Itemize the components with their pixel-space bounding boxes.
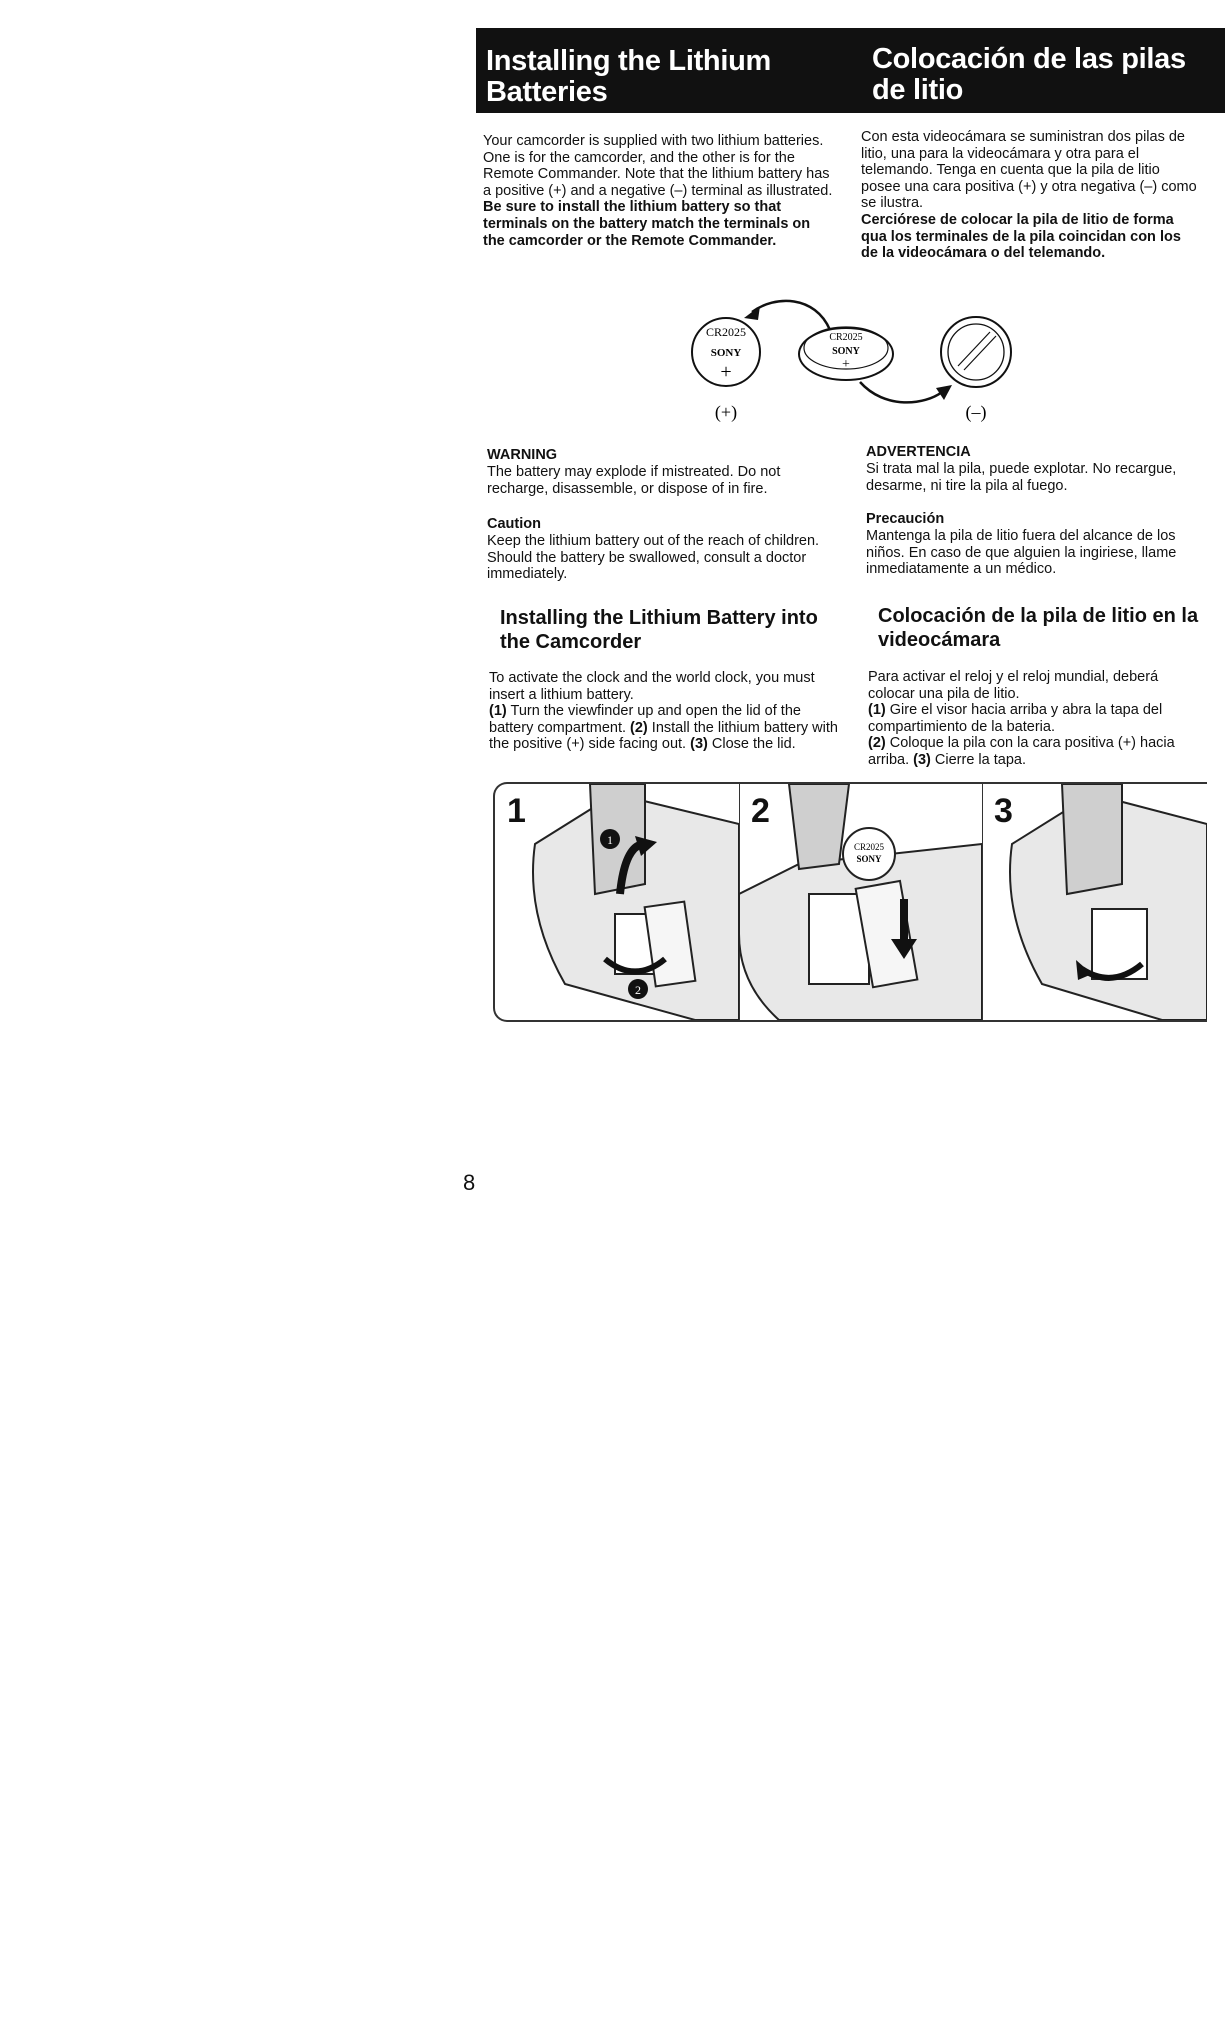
step2-battery-model: CR2025 [853,842,885,852]
caution-spanish [866,511,1206,578]
title-spanish [872,44,1186,106]
step-panel-1 [495,784,740,1020]
camcorder-illustration-3 [982,784,1207,1020]
caution-title: Caution [487,516,541,532]
battery-negative-face [941,317,1011,387]
paso-text-2: Coloque la pila con la cara positiva (+) hacia arriba. [868,735,1175,768]
step-panel-2 [739,784,983,1020]
intro-spanish-text: Con esta videocámara se suministran dos pilas de litio, una para la videocámara y otra para el telemando. Tenga en cuenta que la pila de litio posee una cara positiva (+) y otra negativa (–) como se ilustra. [861,129,1197,212]
step-text-2: Install the lithium battery with the positive (+) side facing out. [489,719,838,753]
step-text-1: Turn the viewfinder up and open the lid of the battery compartment. [489,703,801,736]
paso-ref-1: (1) [868,702,886,719]
battery-model-label: CR2025 [705,325,747,339]
warning-spanish [866,444,1206,494]
battery-flip-brand-label: SONY [832,346,860,357]
paso-text-1: Gire el visor hacia arriba y abra la tapa del compartimiento de la bateria. [868,702,1163,735]
battery-plus-sign: + [720,361,732,383]
battery-flip-model-label: CR2025 [829,332,863,343]
battery-brand-label: SONY [710,347,742,359]
step1-marker-1: 1 [607,833,613,847]
step-number-2: 2 [751,792,770,830]
title-english [486,46,771,108]
section2-body-spanish [868,669,1208,769]
section2-heading-english-line2: the Camcorder [500,631,642,653]
caution-english [487,516,837,583]
paso-ref-2: (2) [868,735,886,752]
section2-english-intro: To activate the clock and the world clock, you must insert a lithium battery. [489,670,815,703]
warning-english [487,447,827,497]
page-number: 8 [463,1170,476,1195]
paso-text-3: Cierre la tapa. [930,751,1026,768]
step-ref-3: (3) [690,736,708,753]
flip-arrow-top [752,301,830,330]
camcorder-illustration-2 [739,784,982,1020]
step-number-3: 3 [994,792,1013,830]
camcorder-illustration-1 [495,784,739,1020]
step-text-3: Close the lid. [707,736,796,753]
paso-ref-3: (3) [913,751,931,768]
battery-flip-plus-sign: + [842,357,850,372]
advertencia-title: ADVERTENCIA [866,444,971,460]
step-number-1: 1 [507,792,526,830]
intro-spanish [861,129,1201,262]
advertencia-text: Si trata mal la pila, puede explotar. No recargue, desarme, ni tire la pila al fuego. [866,461,1177,494]
step-ref-2: (2) [630,719,648,736]
section2-heading-spanish-line1: Colocación de la pila de litio en la [878,605,1199,627]
title-english-line2: Batteries [486,76,608,108]
negative-label: (–) [965,402,987,422]
section2-body-english [489,670,839,753]
section2-heading-spanish-line2: videocámara [878,629,1001,651]
step1-marker-2: 2 [635,983,641,997]
title-english-line1: Installing the Lithium [486,45,772,77]
step-ref-1: (1) [489,703,507,720]
flip-arrow-bottom [860,382,942,402]
title-spanish-line1: Colocación de las pilas [872,43,1186,75]
section2-heading-spanish [878,604,1218,652]
caution-text: Keep the lithium battery out of the reach of children. Should the battery be swallowed, consult a doctor immediately. [487,533,820,583]
positive-label: (+) [714,402,738,422]
section2-spanish-intro: Para activar el reloj y el reloj mundial, deberá colocar una pila de litio. [868,669,1159,702]
step-illustration-strip [493,782,1207,1022]
section2-heading-english-line1: Installing the Lithium Battery into [500,607,818,629]
step-panel-3 [982,784,1207,1020]
warning-text: The battery may explode if mistreated. Do not recharge, disassemble, or dispose of in fire. [487,464,781,497]
warning-title: WARNING [487,447,558,463]
precaucion-title: Precaución [866,511,945,527]
intro-spanish-bold: Cerciórese de colocar la pila de litio de forma qua los terminales de la pila coincidan con los de la videocámara o del telemando. [861,211,1181,262]
intro-english-bold: Be sure to install the lithium battery so that terminals on the battery match the terminals on the camcorder or the Remote Commander. [483,199,811,249]
intro-english-text: Your camcorder is supplied with two lithium batteries. One is for the camcorder, and the other is for the Remote Commander. Note that the lithium battery has a positive (+) and a negative (–) terminal as illustrated. [483,133,833,199]
section2-heading-english [500,606,840,654]
battery-illustration [680,290,1040,430]
step2-battery-brand: SONY [856,854,882,864]
precaucion-text: Mantenga la pila de litio fuera del alcance de los niños. En caso de que alguien la ingiriese, llame inmediatamente a un médico. [866,528,1177,578]
title-spanish-line2: de litio [872,74,964,106]
intro-english [483,133,833,249]
